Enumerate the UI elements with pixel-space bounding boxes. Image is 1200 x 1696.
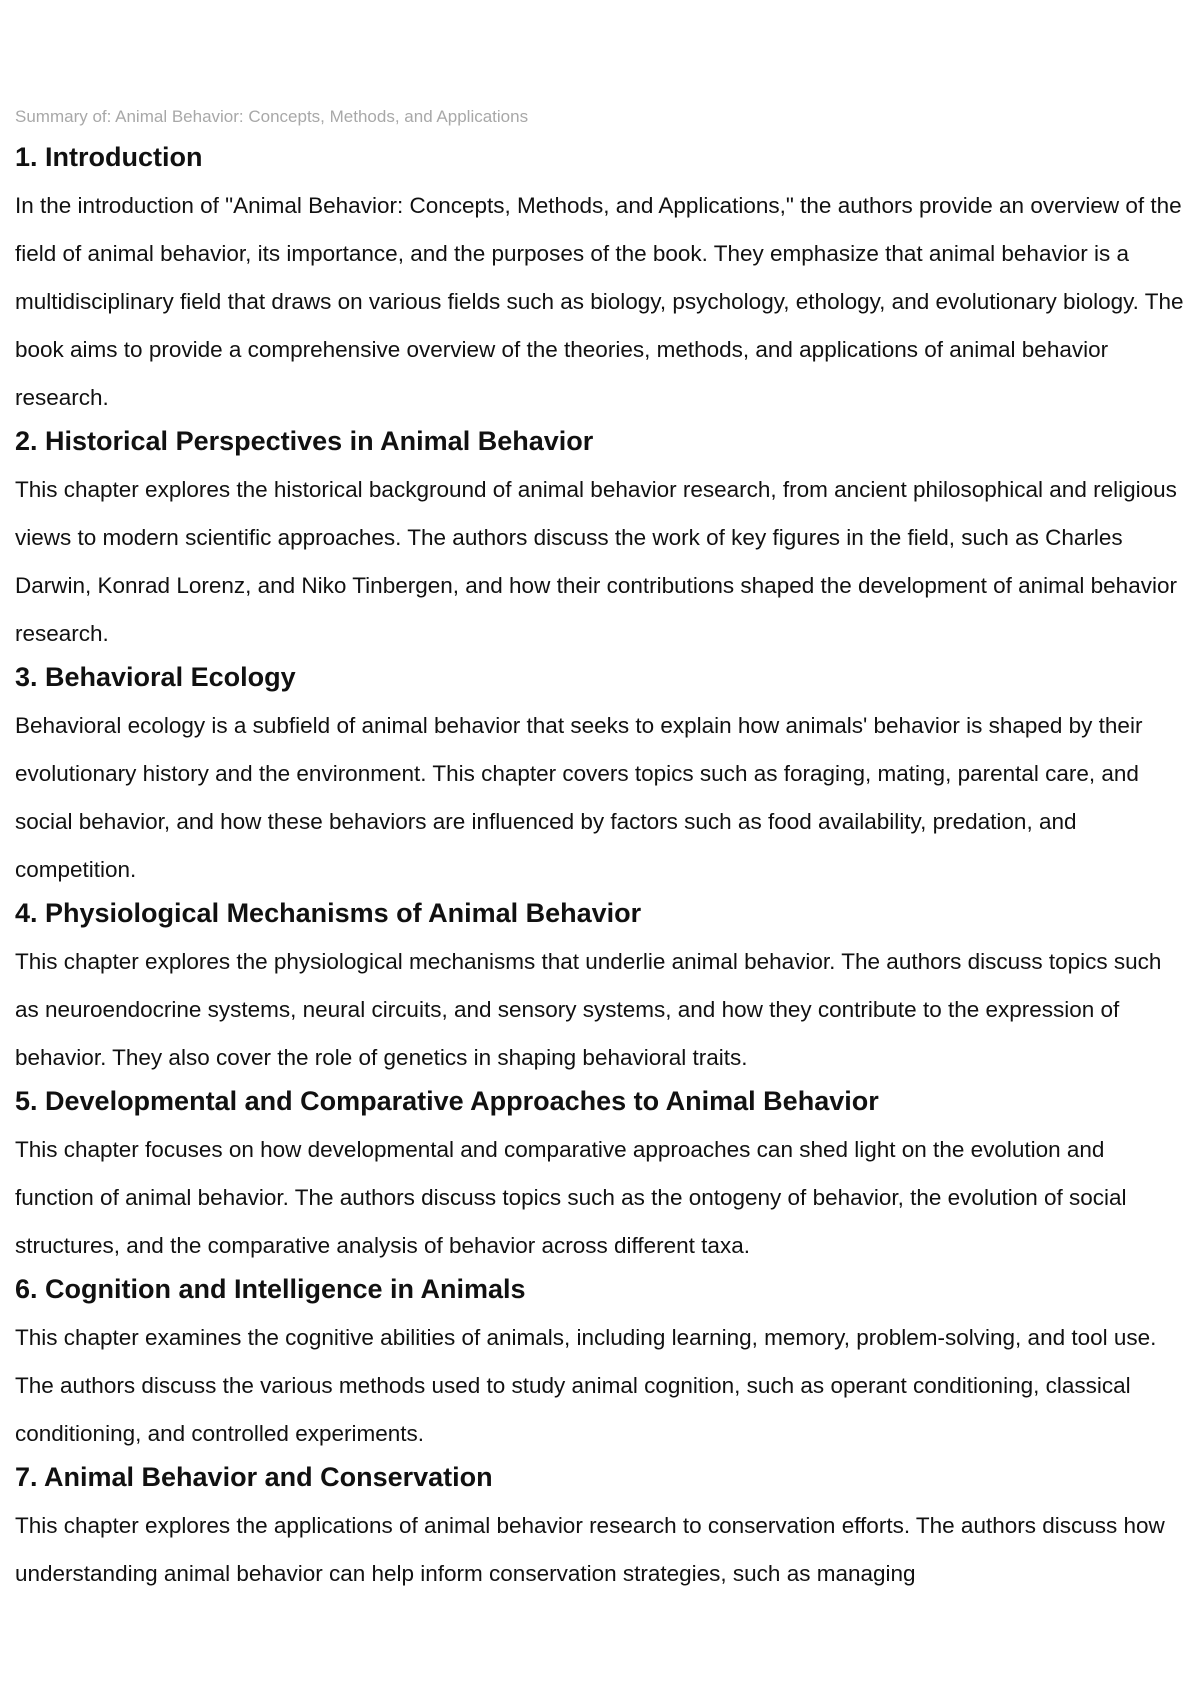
section-heading: 6. Cognition and Intelligence in Animals (15, 1274, 526, 1304)
section-introduction (15, 140, 1185, 422)
section-body: In the introduction of "Animal Behavior: Concepts, Methods, and Applications," the authors provide an overview of the field of animal behavior, its importance, and the purposes of the book. They emphasize that animal behavior is a multidisciplinary field that draws on various fields such as biology, psychology, ethology, and evolutionary biology. The book aims to provide a comprehensive overview of the theories, methods, and applications of animal behavior research. (15, 193, 1184, 410)
section-cognition-intelligence (15, 1272, 1185, 1458)
section-heading: 2. Historical Perspectives in Animal Behavior (15, 426, 594, 456)
section-heading: 4. Physiological Mechanisms of Animal Behavior (15, 898, 642, 928)
section-heading: 3. Behavioral Ecology (15, 662, 296, 692)
section-body: This chapter explores the historical background of animal behavior research, from ancient philosophical and religious views to modern scientific approaches. The authors discuss the work of key figures in the field, such as Charles Darwin, Konrad Lorenz, and Niko Tinbergen, and how their contributions shaped the development of animal behavior research. (15, 477, 1177, 646)
section-conservation (15, 1460, 1185, 1598)
section-body: This chapter examines the cognitive abilities of animals, including learning, memory, problem-solving, and tool use. The authors discuss the various methods used to study animal cognition, such as operant conditioning, classical conditioning, and controlled experiments. (15, 1325, 1157, 1446)
section-historical-perspectives (15, 424, 1185, 658)
section-heading: 1. Introduction (15, 142, 203, 172)
section-developmental-comparative (15, 1084, 1185, 1270)
section-physiological-mechanisms (15, 896, 1185, 1082)
document-label: Summary of: Animal Behavior: Concepts, Methods, and Applications (15, 107, 529, 126)
section-heading: 7. Animal Behavior and Conservation (15, 1462, 493, 1492)
section-body: This chapter explores the physiological mechanisms that underlie animal behavior. The authors discuss topics such as neuroendocrine systems, neural circuits, and sensory systems, and how they contribute to the expression of behavior. They also cover the role of genetics in shaping behavioral traits. (15, 949, 1162, 1070)
section-behavioral-ecology (15, 660, 1185, 894)
section-body: Behavioral ecology is a subfield of animal behavior that seeks to explain how animals' behavior is shaped by their evolutionary history and the environment. This chapter covers topics such as foraging, mating, parental care, and social behavior, and how these behaviors are influenced by factors such as food availability, predation, and competition. (15, 713, 1143, 882)
document-page (15, 106, 1185, 1600)
section-body: This chapter focuses on how developmental and comparative approaches can shed light on the evolution and function of animal behavior. The authors discuss topics such as the ontogeny of behavior, the evolution of social structures, and the comparative analysis of behavior across different taxa. (15, 1137, 1127, 1258)
section-heading: 5. Developmental and Comparative Approaches to Animal Behavior (15, 1086, 879, 1116)
section-body: This chapter explores the applications of animal behavior research to conservation efforts. The authors discuss how understanding animal behavior can help inform conservation strategies, such as managing (15, 1513, 1165, 1586)
